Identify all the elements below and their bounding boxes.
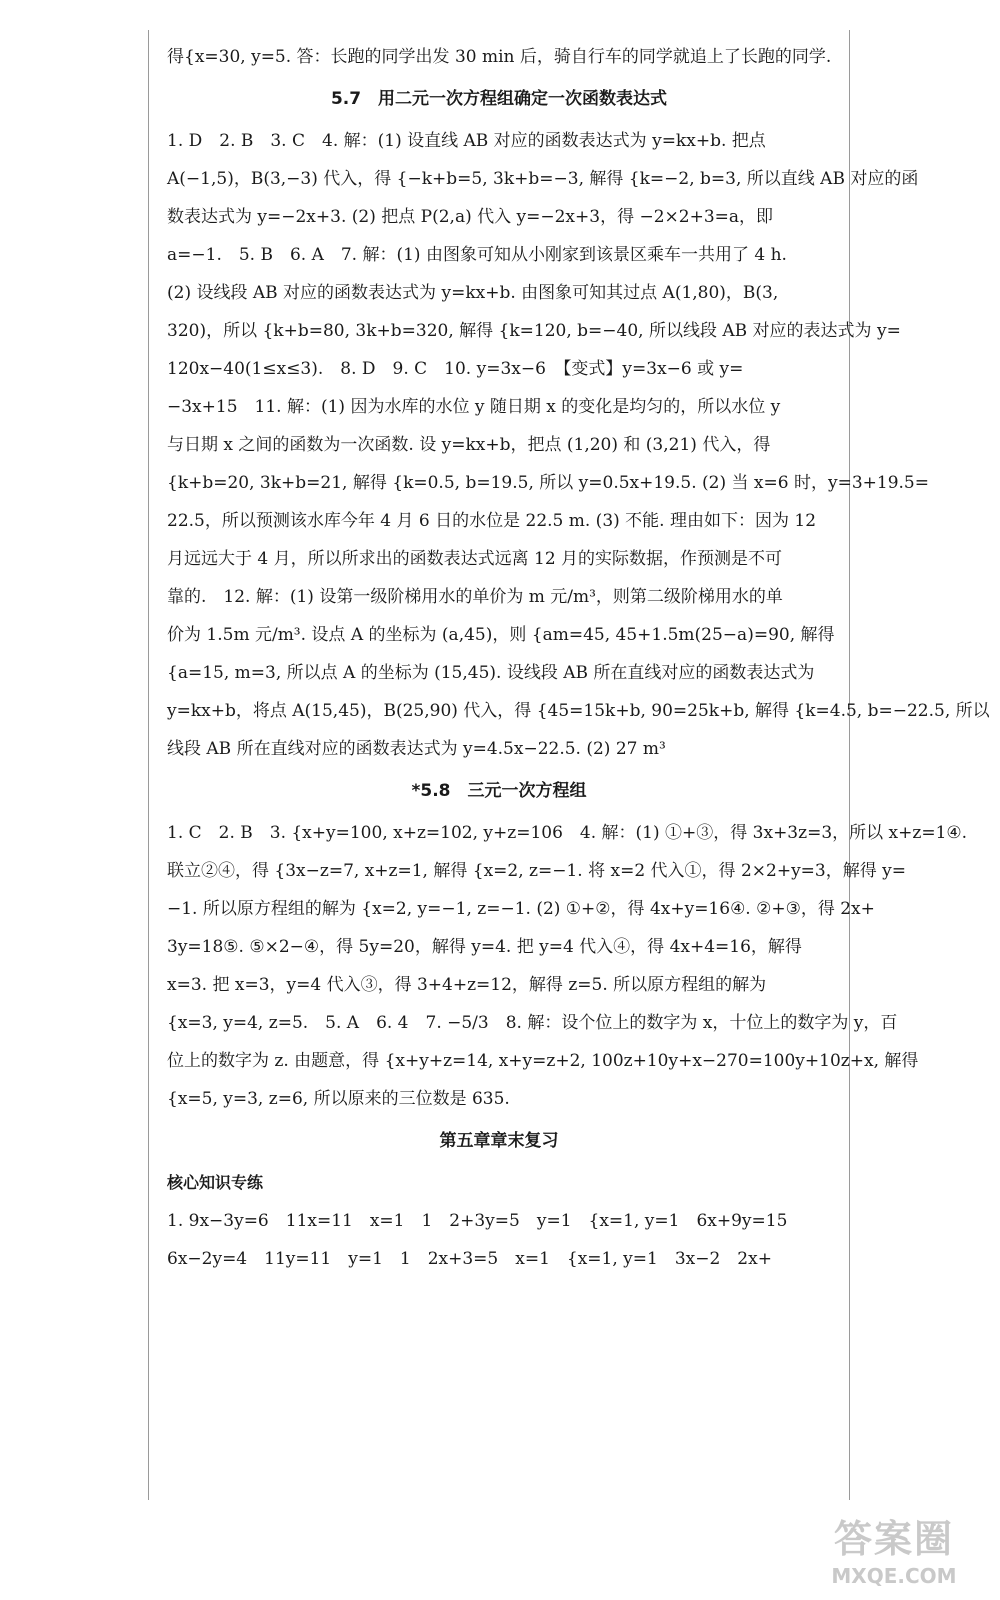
text-line: 3y=18⑤. ⑤×2−④，得 5y=20，解得 y=4. 把 y=4 代入④，得 4x+4=16，解得	[167, 937, 802, 957]
text-line: 联立②④，得 {3x−z=7, x+z=1, 解得 {x=2, z=−1. 将 x=2 代入①，得 2×2+y=3，解得 y=	[167, 861, 906, 881]
text-line: 月远远大于 4 月，所以所求出的函数表达式远离 12 月的实际数据，作预测是不可	[167, 549, 783, 569]
text-line: −1. 所以原方程组的解为 {x=2, y=−1, z=−1. (2) ①+②，得 4x+y=16④. ②+③，得 2x+	[167, 899, 875, 919]
subsection-heading: 核心知识专练	[167, 1173, 264, 1192]
answer-page	[148, 30, 990, 1500]
text-line: x=3. 把 x=3，y=4 代入③，得 3+4+z=12，解得 z=5. 所以原方程组的解为	[167, 975, 767, 995]
text-line: 1. D 2. B 3. C 4. 解：(1) 设直线 AB 对应的函数表达式为 y=kx+b. 把点	[167, 131, 766, 151]
text-line: a=−1. 5. B 6. A 7. 解：(1) 由图象可知从小刚家到该景区乘车一共用了 4 h.	[167, 245, 787, 265]
text-line: {x=5, y=3, z=6, 所以原来的三位数是 635.	[167, 1089, 510, 1109]
text-line: (2) 设线段 AB 对应的函数表达式为 y=kx+b. 由图象可知其过点 A(1,80)，B(3,	[167, 283, 779, 303]
text-line: −3x+15 11. 解：(1) 因为水库的水位 y 随日期 x 的变化是均匀的，所以水位 y	[167, 397, 781, 417]
watermark-url: MXQE.COM	[831, 1564, 957, 1588]
text-line: 22.5，所以预测该水库今年 4 月 6 日的水位是 22.5 m. (3) 不能. 理由如下：因为 12	[167, 511, 817, 531]
text-line: 与日期 x 之间的函数为一次函数. 设 y=kx+b，把点 (1,20) 和 (3,21) 代入，得	[167, 435, 771, 455]
text-line: {k+b=20, 3k+b=21, 解得 {k=0.5, b=19.5, 所以 y=0.5x+19.5. (2) 当 x=6 时，y=3+19.5=	[167, 473, 929, 493]
text-line: 1. 9x−3y=6 11x=11 x=1 1 2+3y=5 y=1 {x=1, y=1 6x+9y=15	[167, 1211, 788, 1231]
page-content	[167, 38, 990, 1278]
text-line: 价为 1.5m 元/m³. 设点 A 的坐标为 (a,45)，则 {am=45, 45+1.5m(25−a)=90, 解得	[167, 625, 835, 645]
text-line: {a=15, m=3, 所以点 A 的坐标为 (15,45). 设线段 AB 所在直线对应的函数表达式为	[167, 663, 815, 683]
chapter-heading: 第五章章末复习	[439, 1131, 559, 1151]
section-heading: 5.7 用二元一次方程组确定一次函数表达式	[330, 89, 668, 109]
text-line: 位上的数字为 z. 由题意，得 {x+y+z=14, x+y=z+2, 100z+10y+x−270=100y+10z+x, 解得	[167, 1051, 919, 1071]
site-watermark-logo	[794, 1508, 994, 1588]
text-line: 线段 AB 所在直线对应的函数表达式为 y=4.5x−22.5. (2) 27 m³	[167, 739, 666, 759]
text-line: 1. C 2. B 3. {x+y=100, x+z=102, y+z=106 4. 解：(1) ①+③，得 3x+3z=3，所以 x+z=1④.	[167, 823, 968, 843]
text-line: 数表达式为 y=−2x+3. (2) 把点 P(2,a) 代入 y=−2x+3，得 −2×2+3=a，即	[167, 207, 774, 227]
watermark-text: 答案圈	[833, 1517, 954, 1561]
section-heading: *5.8 三元一次方程组	[411, 781, 587, 801]
text-line: 120x−40(1≤x≤3). 8. D 9. C 10. y=3x−6 【变式】y=3x−6 或 y=	[167, 359, 744, 379]
text-line: 320)，所以 {k+b=80, 3k+b=320, 解得 {k=120, b=−40, 所以线段 AB 对应的表达式为 y=	[167, 321, 901, 341]
text-line: 6x−2y=4 11y=11 y=1 1 2x+3=5 x=1 {x=1, y=1 3x−2 2x+	[167, 1249, 772, 1269]
text-line: {x=3, y=4, z=5. 5. A 6. 4 7. −5/3 8. 解：设个位上的数字为 x，十位上的数字为 y，百	[167, 1013, 898, 1033]
text-line: A(−1,5)，B(3,−3) 代入，得 {−k+b=5, 3k+b=−3, 解得 {k=−2, b=3, 所以直线 AB 对应的函	[167, 169, 919, 189]
text-line: 得{x=30, y=5. 答：长跑的同学出发 30 min 后，骑自行车的同学就追上了长跑的同学.	[167, 47, 832, 67]
text-line: y=kx+b，将点 A(15,45)，B(25,90) 代入，得 {45=15k+b, 90=25k+b, 解得 {k=4.5, b=−22.5, 所以	[167, 701, 990, 721]
text-line: 靠的. 12. 解：(1) 设第一级阶梯用水的单价为 m 元/m³，则第二级阶梯用水的单	[167, 587, 783, 607]
